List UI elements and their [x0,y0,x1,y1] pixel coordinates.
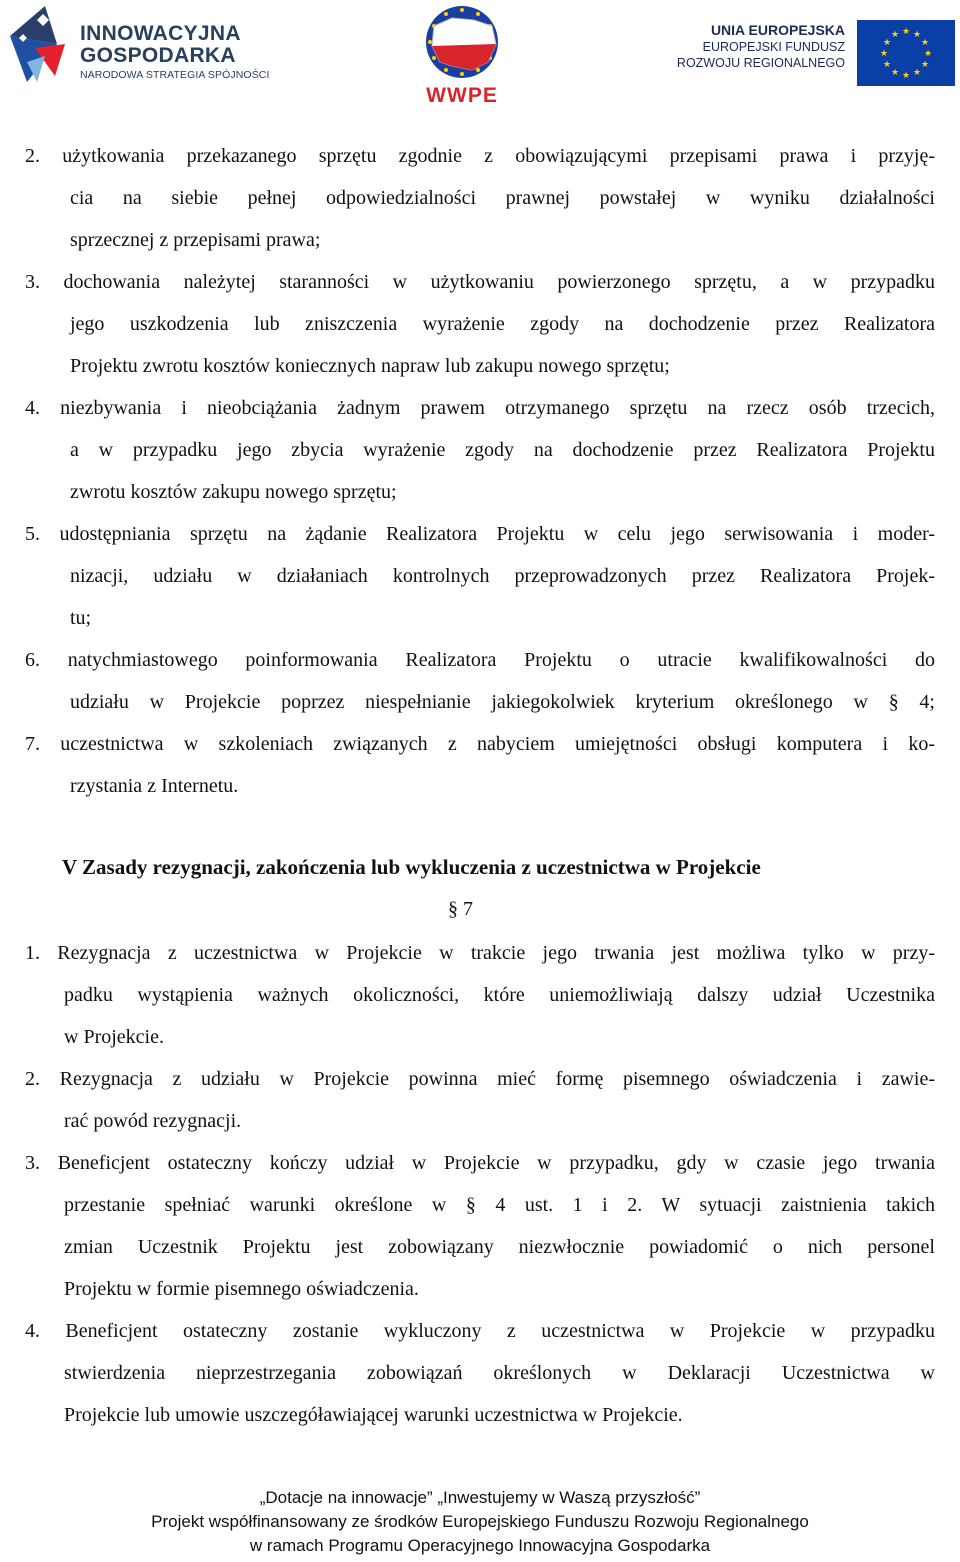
svg-text:★: ★ [912,68,922,78]
wwpe-logo [412,4,512,107]
list-item-line: 4. niezbywania i nieobciążania żadnym prawem otrzymanego sprzętu na rzecz osób trzecich, [25,397,935,419]
eu-logo-line2: EUROPEJSKI FUNDUSZ [702,40,845,54]
wwpe-logo-text: WWPE [426,84,498,107]
svg-text:★: ★ [920,60,930,70]
list-item-line: tu; [70,607,92,629]
list-item-line: 2. Rezygnacja z udziału w Projekcie powinna mieć formę pisemnego oświadczenia i zawie- [25,1068,935,1090]
section-heading: V Zasady rezygnacji, zakończenia lub wykluczenia z uczestnictwa w Projekcie [62,855,761,879]
list-item-line: Projektu zwrotu kosztów koniecznych napraw lub zakupu nowego sprzętu; [70,355,670,377]
list-item-line: 2. użytkowania przekazanego sprzętu zgodnie z obowiązującymi przepisami prawa i przyję- [25,145,935,167]
list-item-line: jego uszkodzenia lub zniszczenia wyrażenie zgody na dochodzenie przez Realizatora [70,313,935,335]
list-item-line: 1. Rezygnacja z uczestnictwa w Projekcie w trakcie jego trwania jest możliwa tylko w przy- [25,942,935,964]
list-item-line: 3. dochowania należytej staranności w użytkowaniu powierzonego sprzętu, a w przypadku [25,271,935,293]
svg-text:★: ★ [879,49,889,59]
list-item-line: 4. Beneficjent ostateczny zostanie wykluczony z uczestnictwa w Projekcie w przypadku [25,1320,935,1342]
svg-text:★: ★ [890,68,900,78]
eu-logo-line1: UNIA EUROPEJSKA [710,22,845,38]
list-item-line: rać powód rezygnacji. [64,1110,242,1132]
list-item-line: cia na siebie pełnej odpowiedzialności prawnej powstałej w wyniku działalności [70,187,935,209]
list-item-line: 6. natychmiastowego poinformowania Realizatora Projektu o utracie kwalifikowalności do [25,649,935,671]
list-item-line: udziału w Projekcie poprzez niespełnianie jakiegokolwiek kryterium określonego w § 4; [70,691,935,713]
page-header [0,0,960,110]
list-item-line: rzystania z Internetu. [70,775,239,797]
ig-logo-line1: INNOWACYJNA [80,22,241,45]
eu-erdf-logo [676,20,955,90]
ig-emblem-icon [5,4,75,86]
list-item-line: nizacji, udziału w działaniach kontrolnych przeprowadzonych przez Realizatora Projek- [70,565,935,587]
svg-text:★: ★ [912,30,922,40]
list-item-line: padku wystąpienia ważnych okoliczności, które uniemożliwiają dalszy udział Uczestnika [64,984,935,1006]
footer-funding-note: Projekt współfinansowany ze środków Europejskiego Funduszu Rozwoju Regionalnego [151,1512,809,1531]
footer-slogan: „Dotacje na innowacje” „Inwestujemy w Waszą przyszłość” [259,1488,701,1507]
poland-map-icon [412,4,512,84]
svg-text:★: ★ [920,38,930,48]
list-item-line: a w przypadku jego zbycia wyrażenie zgody na dochodzenie przez Realizatora Projektu [70,439,935,461]
ig-logo-subtitle: NARODOWA STRATEGIA SPÓJNOŚCI [80,69,270,81]
list-item-line: Projektu w formie pisemnego oświadczenia. [64,1278,419,1300]
eu-flag-icon [857,20,955,86]
list-item-line: 3. Beneficjent ostateczny kończy udział w Projekcie w przypadku, gdy w czasie jego trwania [25,1152,935,1174]
list-item-line: w Projekcie. [64,1026,164,1048]
list-item-line: sprzecznej z przepisami prawa; [70,229,321,251]
svg-text:★: ★ [923,49,933,59]
eu-logo-line3: ROZWOJU REGIONALNEGO [676,56,845,70]
ig-logo-line2: GOSPODARKA [80,44,236,67]
svg-text:★: ★ [882,60,892,70]
list-item-line: zwrotu kosztów zakupu nowego sprzętu; [70,481,397,503]
list-item-line: Projekcie lub umowie uszczegóławiającej warunki uczestnictwa w Projekcie. [64,1404,683,1426]
footer-programme-note: w ramach Programu Operacyjnego Innowacyjna Gospodarka [249,1536,711,1555]
paragraph-mark: § 7 [448,898,473,920]
svg-text:★: ★ [890,30,900,40]
list-item-line: 5. udostępniania sprzętu na żądanie Realizatora Projektu w celu jego serwisowania i moder- [25,523,935,545]
list-item-line: 7. uczestnictwa w szkoleniach związanych z nabyciem umiejętności obsługi komputera i ko- [25,733,935,755]
list-item-line: stwierdzenia nieprzestrzegania zobowiązań określonych w Deklaracji Uczestnictwa w [64,1362,935,1384]
svg-text:★: ★ [901,71,911,81]
list-item-line: zmian Uczestnik Projektu jest zobowiązany niezwłocznie powiadomić o nich personel [64,1236,935,1258]
innowacyjna-gospodarka-logo [5,4,270,84]
list-item-line: przestanie spełniać warunki określone w § 4 ust. 1 i 2. W sytuacji zaistnienia takich [64,1194,935,1216]
svg-text:★: ★ [882,38,892,48]
svg-text:★: ★ [901,27,911,37]
